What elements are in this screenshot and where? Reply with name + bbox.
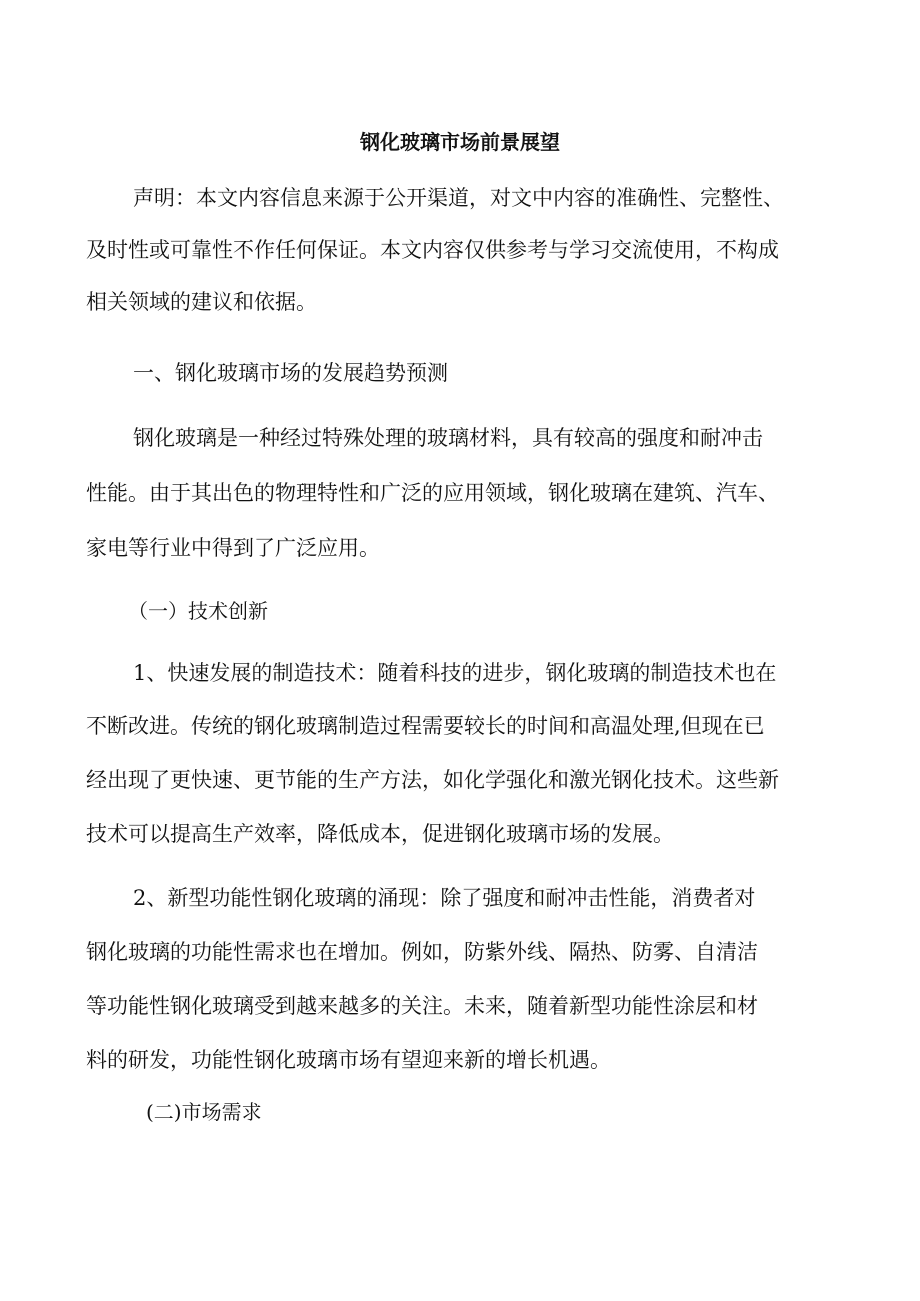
- point-2-line: 钢化玻璃的功能性需求也在增加。例如，防紫外线、隔热、防雾、自清洁: [86, 940, 758, 964]
- point-2-line: 等功能性钢化玻璃受到越来越多的关注。未来，随着新型功能性涂层和材: [86, 994, 758, 1018]
- section-1-heading: 一、钢化玻璃市场的发展趋势预测: [133, 361, 448, 385]
- subsection-1-heading: （一）技术创新: [128, 599, 268, 623]
- document-title: 钢化玻璃市场前景展望: [360, 130, 560, 154]
- point-2-line: 2、新型功能性钢化玻璃的涌现：除了强度和耐冲击性能，消费者对: [133, 886, 756, 910]
- subsection-2-heading: (二)市场需求: [146, 1100, 262, 1124]
- point-1-line: 1、快速发展的制造技术：随着科技的进步，钢化玻璃的制造技术也在: [133, 661, 777, 685]
- point-1-line: 经出现了更快速、更节能的生产方法，如化学强化和激光钢化技术。这些新: [86, 768, 779, 792]
- intro-line: 钢化玻璃是一种经过特殊处理的玻璃材料，具有较高的强度和耐冲击: [133, 426, 763, 450]
- intro-line: 家电等行业中得到了广泛应用。: [86, 536, 380, 560]
- point-1-line: 技术可以提高生产效率，降低成本，促进钢化玻璃市场的发展。: [86, 822, 674, 846]
- disclaimer-line: 相关领域的建议和依据。: [86, 290, 317, 314]
- point-1-line: 不断改进。传统的钢化玻璃制造过程需要较长的时间和高温处理,但现在已: [86, 714, 765, 738]
- disclaimer-line: 及时性或可靠性不作任何保证。本文内容仅供参考与学习交流使用，不构成: [86, 238, 779, 262]
- intro-line: 性能。由于其出色的物理特性和广泛的应用领域，钢化玻璃在建筑、汽车、: [86, 481, 779, 505]
- point-2-line: 料的研发，功能性钢化玻璃市场有望迎来新的增长机遇。: [86, 1048, 611, 1072]
- disclaimer-line: 声明：本文内容信息来源于公开渠道，对文中内容的准确性、完整性、: [133, 186, 784, 210]
